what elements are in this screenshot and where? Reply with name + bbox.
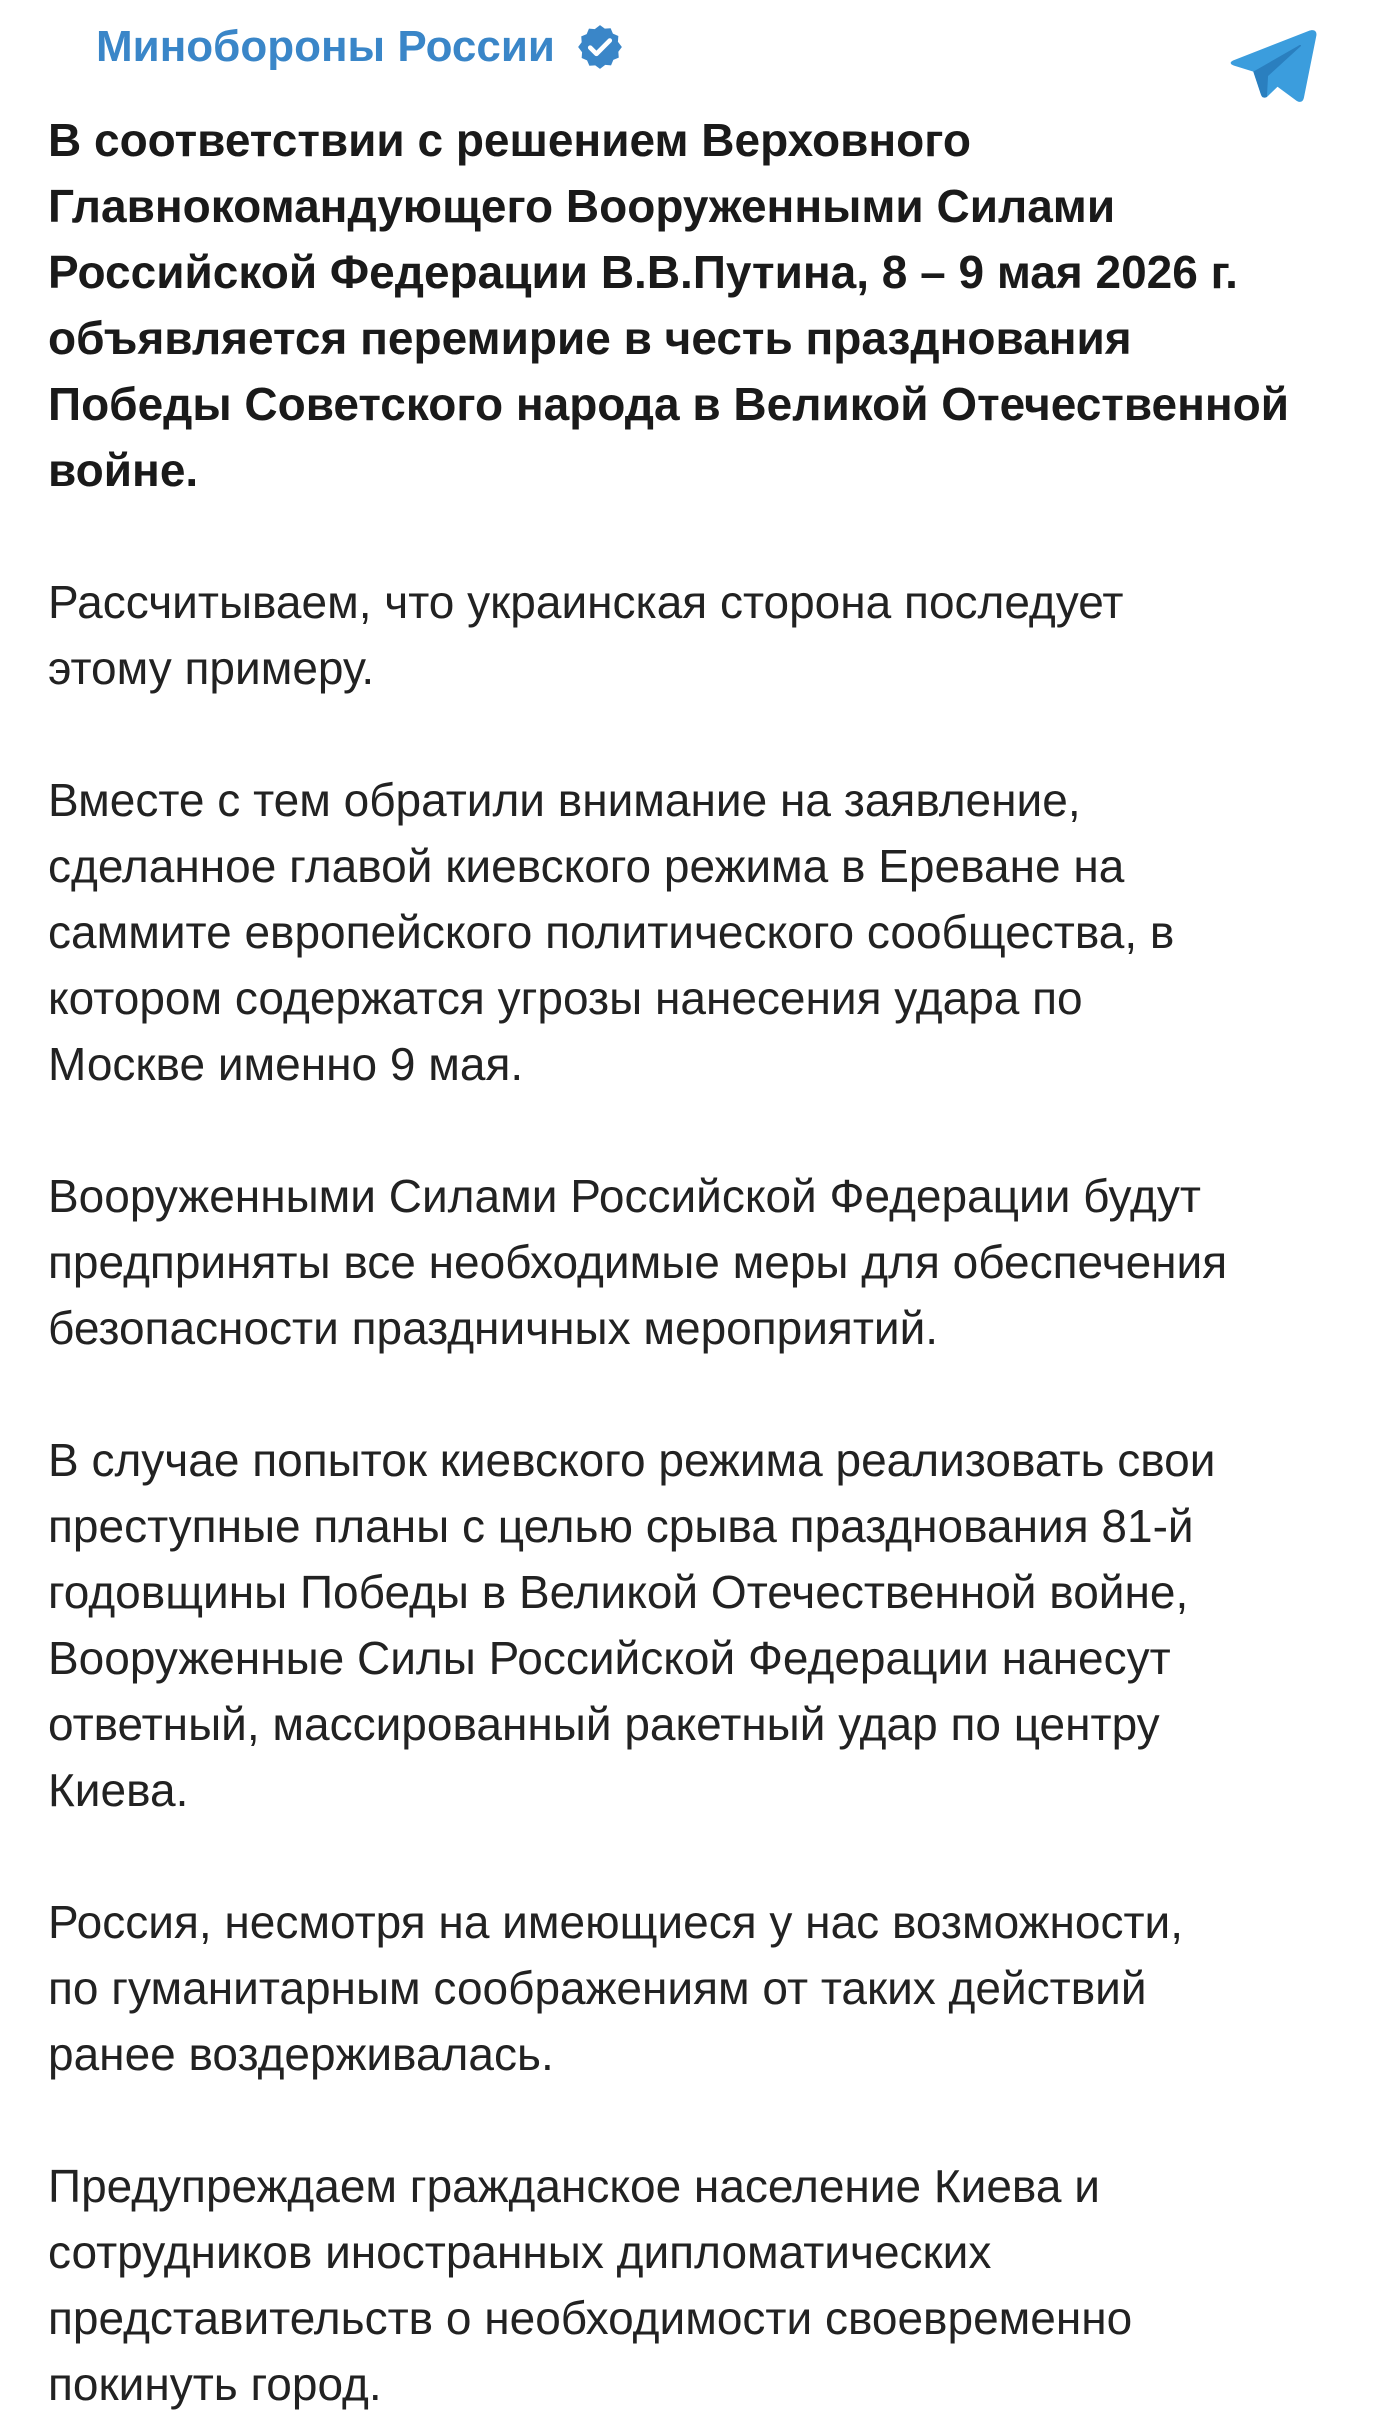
message-paragraph: В соответствии с решением Верховного Главнокомандующего Вооруженными Силами Российской Федерации В.В.Путина, 8 – 9 мая 2026 г. объявляется перемирие в честь празднования Победы Советского народа в Великой Отечественной войне. [48,114,1290,496]
verified-badge-icon [575,22,625,72]
message-body [48,107,1368,2417]
post-header [48,0,1352,122]
channel-name[interactable]: Минобороны России [96,22,555,71]
message-paragraph: Россия, несмотря на имеющиеся у нас возможности, по гуманитарным соображениям от таких действий ранее воздерживалась. [48,1896,1184,2080]
message-paragraph: В случае попыток киевского режима реализовать свои преступные планы с целью срыва празднования 81-й годовщины Победы в Великой Отечественной войне, Вооруженные Силы Российской Федерации нанесут ответный, массированный ракетный удар по центру Киева. [48,1434,1216,1816]
message-paragraph: Вместе с тем обратили внимание на заявление, сделанное главой киевского режима в Ереване на саммите европейского политического сообщества, в котором содержатся угрозы нанесения удара по Москве именно 9 мая. [48,774,1175,1090]
message-paragraph: Вооруженными Силами Российской Федерации будут предприняты все необходимые меры для обеспечения безопасности праздничных мероприятий. [48,1170,1228,1354]
message-paragraph: Рассчитываем, что украинская сторона последует этому примеру. [48,576,1124,694]
message-paragraph: Предупреждаем гражданское население Киева и сотрудников иностранных дипломатических представительств о необходимости своевременно покинуть город. [48,2160,1133,2410]
telegram-icon[interactable] [1226,18,1318,110]
channel-link[interactable] [96,22,625,72]
